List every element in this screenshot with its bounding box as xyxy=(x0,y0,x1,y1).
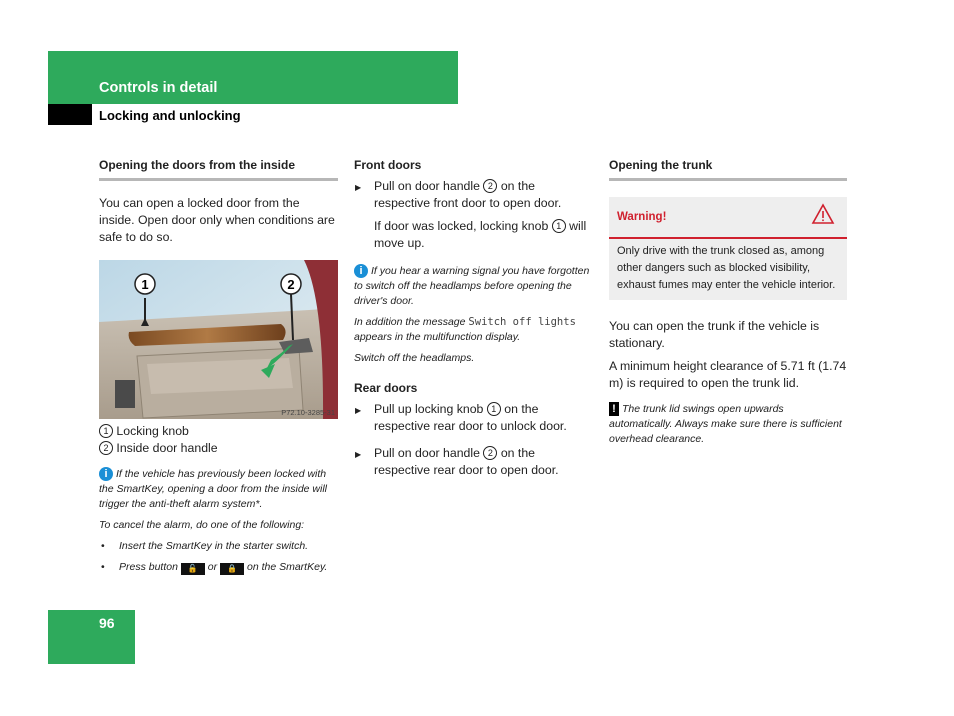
legend-item: 1 Locking knob xyxy=(99,423,338,440)
trunk-caution-note: ! The trunk lid swings open upwards automatically. Always make sure there is sufficient overhead clearance. xyxy=(609,403,842,445)
display-message-note: In addition the message Switch off lights appears in the multifunction display. xyxy=(354,316,576,343)
warning-title: Warning! xyxy=(617,211,667,223)
bullet-starter-switch: • Insert the SmartKey in the starter switch. xyxy=(99,539,338,554)
rear-door-step-open: ▶ Pull on door handle 2 on the respective rear door to open door. xyxy=(354,445,593,479)
lock-key-icon: 🔒 xyxy=(220,563,244,575)
front-doors-heading: Front doors xyxy=(354,158,422,172)
caution-icon: ! xyxy=(609,402,619,416)
inside-doors-heading: Opening the doors from the inside xyxy=(99,157,338,181)
alarm-info-note: i If the vehicle has previously been locked with the SmartKey, opening a door from the inside will trigger the anti-theft alarm system*. xyxy=(99,468,328,510)
warning-body: Only drive with the trunk closed as, among other dangers such as blocked visibility, exhaust fumes may enter the vehicle interior. xyxy=(617,245,836,291)
header-band xyxy=(48,51,458,104)
trunk-heading: Opening the trunk xyxy=(609,157,847,181)
front-door-step: ▶ Pull on door handle 2 on the respective front door to open door. xyxy=(354,178,593,212)
info-icon: i xyxy=(354,264,368,278)
door-photo xyxy=(99,260,338,419)
column-inside-doors xyxy=(99,157,338,581)
page-number-box xyxy=(48,610,135,664)
trunk-para-clearance: A minimum height clearance of 5.71 ft (1.74 m) is required to open the trunk lid. xyxy=(609,359,847,390)
warning-box xyxy=(609,197,847,300)
warning-triangle-icon xyxy=(811,203,835,230)
info-icon: i xyxy=(99,467,113,481)
rear-door-step-unlock: ▶ Pull up locking knob 1 on the respective rear door to unlock door. xyxy=(354,401,593,435)
switch-off-headlamps-note: Switch off the headlamps. xyxy=(354,352,475,364)
callout-1-label: 1 xyxy=(141,277,149,292)
headlamp-info-note: i If you hear a warning signal you have forgotten to switch off the headlamps before opening the driver's door. xyxy=(354,265,590,307)
cancel-alarm-intro: To cancel the alarm, do one of the following: xyxy=(99,519,305,531)
column-trunk xyxy=(609,157,847,453)
bullet-press-button: • Press button 🔓 or 🔒 on the SmartKey. xyxy=(99,560,338,575)
section-title: Controls in detail xyxy=(99,80,218,96)
page-number: 96 xyxy=(99,615,115,631)
image-code: P72.10-3285-31 xyxy=(281,408,335,417)
column-doors xyxy=(354,157,593,485)
trunk-para-stationary: You can open the trunk if the vehicle is stationary. xyxy=(609,319,820,350)
callout-2-label: 2 xyxy=(287,277,295,292)
front-door-substep: If door was locked, locking knob 1 will move up. xyxy=(374,219,587,250)
inside-doors-intro: You can open a locked door from the inside. Open door only when conditions are safe to do so. xyxy=(99,196,335,244)
subsection-title: Locking and unlocking xyxy=(99,108,241,123)
rear-doors-heading: Rear doors xyxy=(354,381,418,395)
subsection-marker xyxy=(48,104,92,125)
legend-item: 2 Inside door handle xyxy=(99,440,338,457)
unlock-key-icon: 🔓 xyxy=(181,563,205,575)
